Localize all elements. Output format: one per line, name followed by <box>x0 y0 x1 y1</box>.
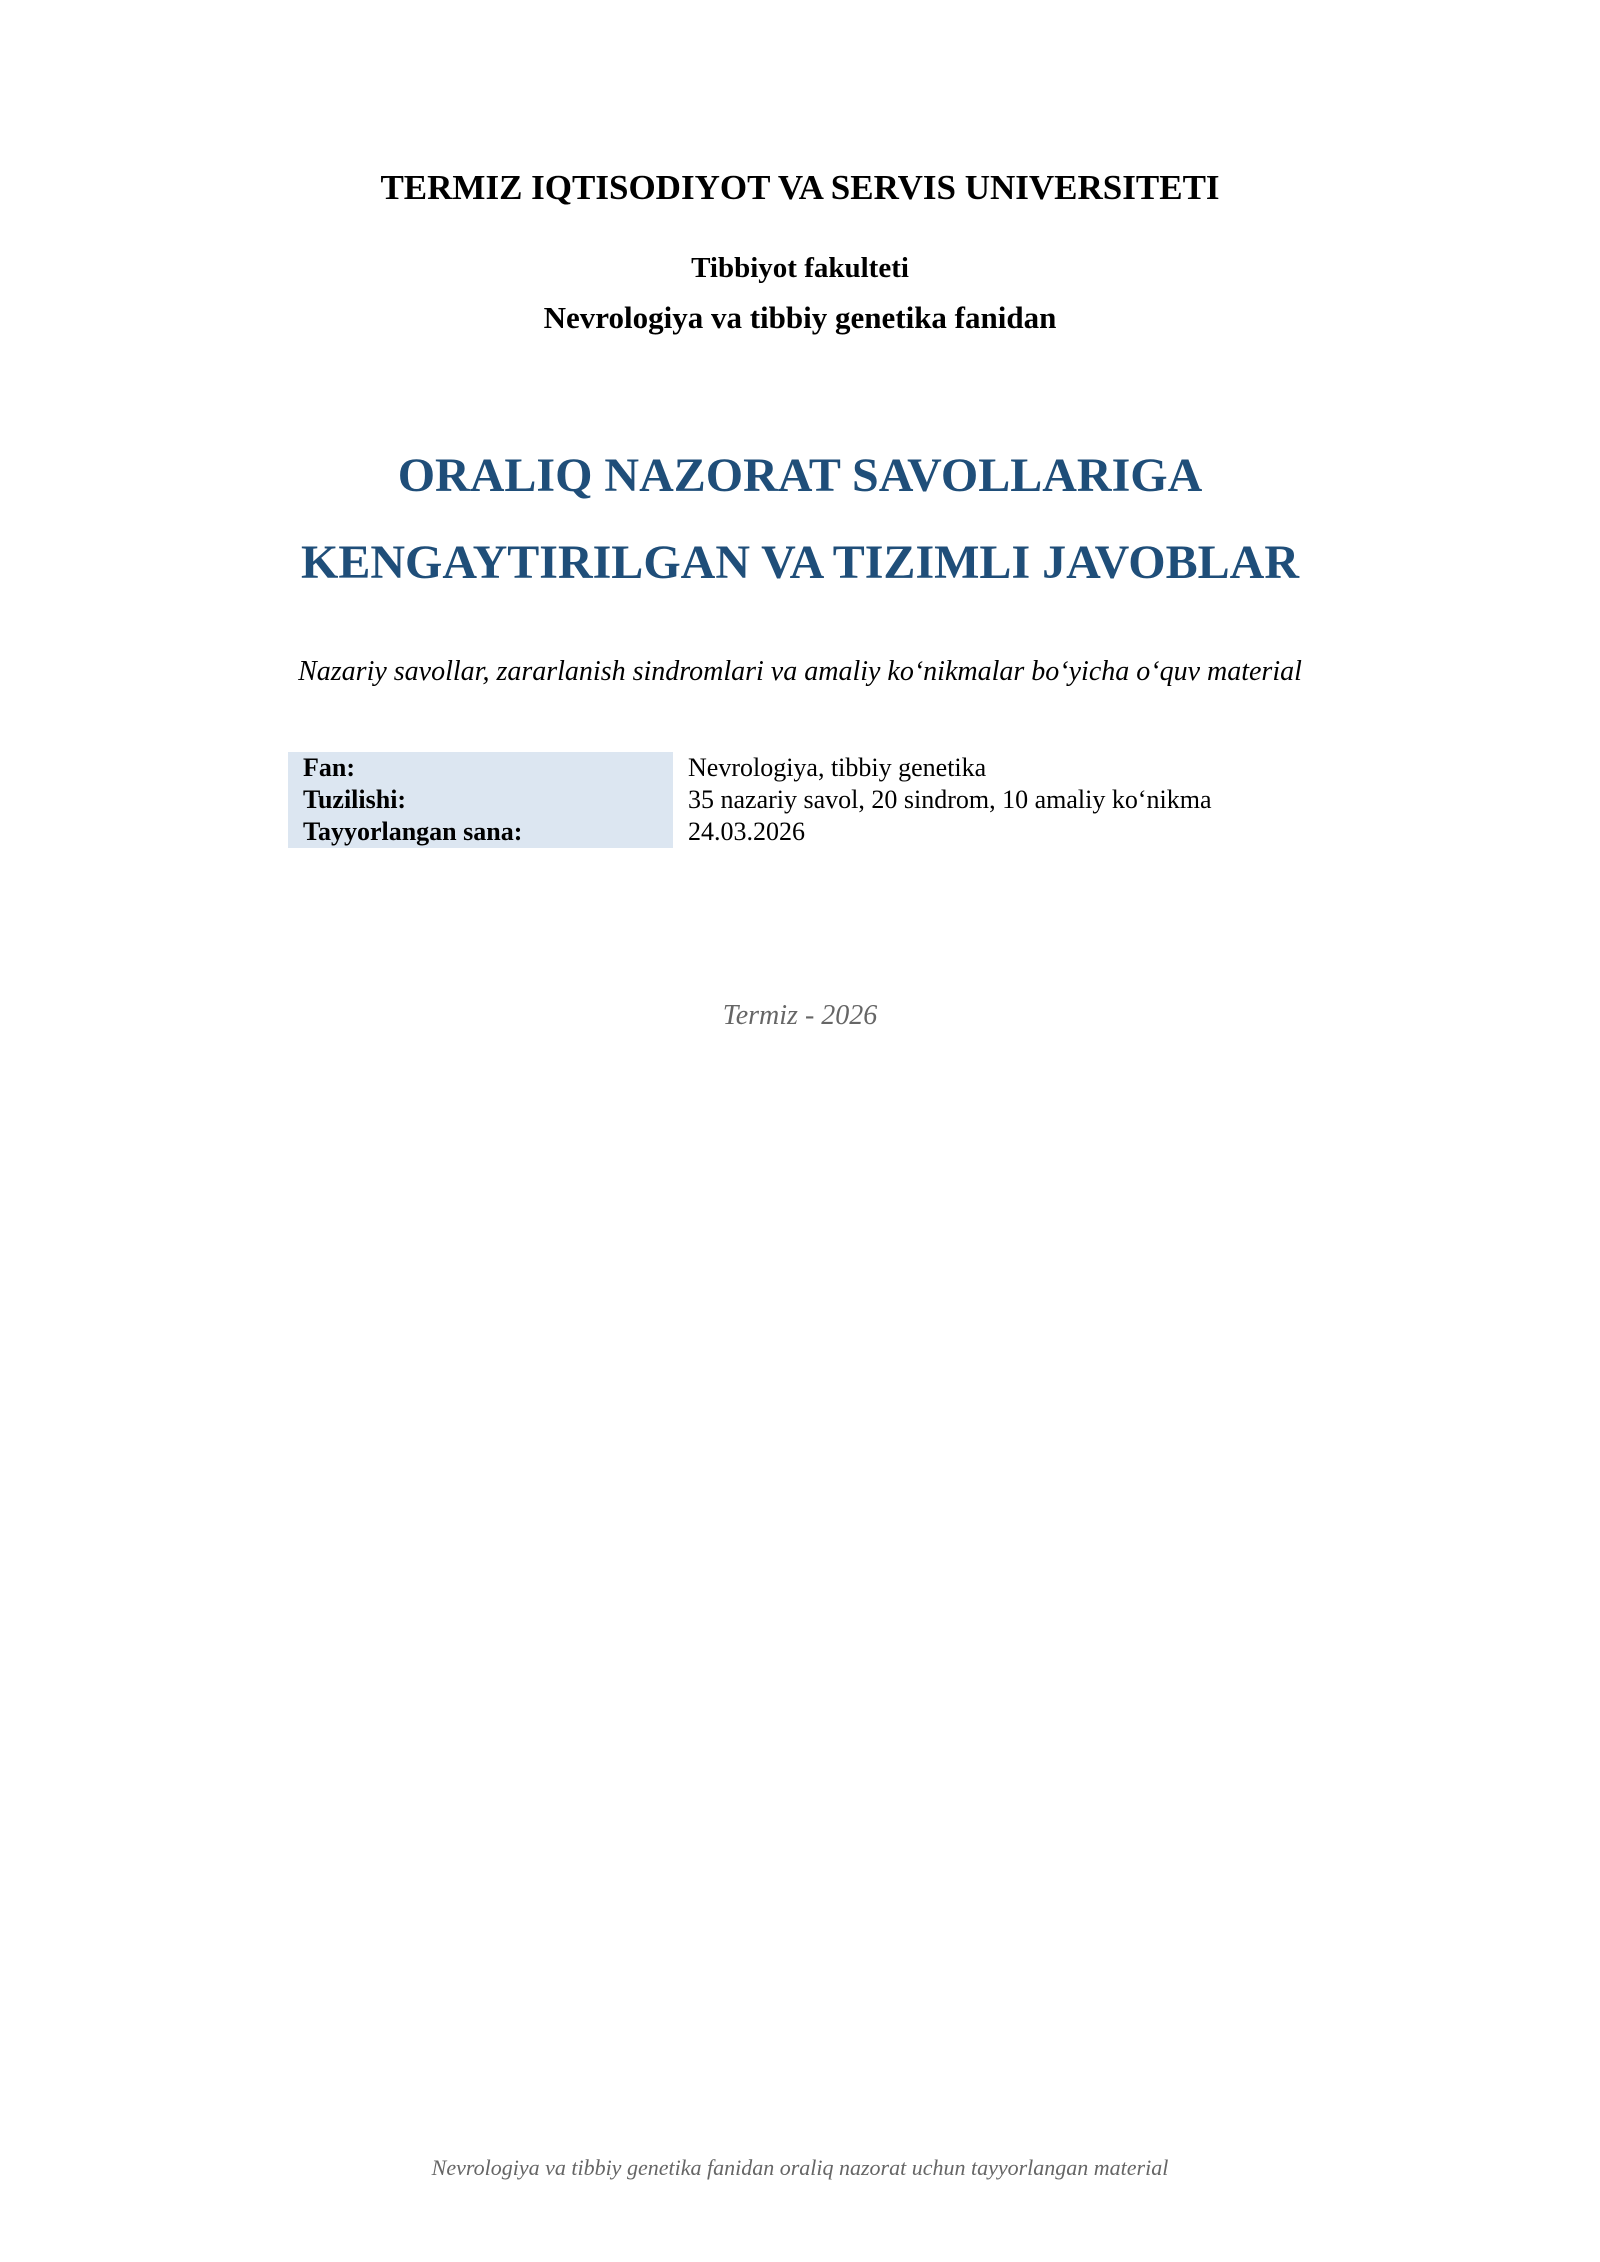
info-value: 35 nazariy savol, 20 sindrom, 10 amaliy ko‘nikma <box>688 785 1212 814</box>
info-label: Tuzilishi: <box>288 784 673 816</box>
table-row <box>288 752 1212 784</box>
document-title-line1: ORALIQ NAZORAT SAVOLLARIGA <box>397 449 1203 502</box>
info-label: Tayyorlangan sana: <box>288 816 673 848</box>
info-table <box>288 752 1212 848</box>
place-year: Termiz - 2026 <box>722 1000 878 1031</box>
info-value: Nevrologiya, tibbiy genetika <box>688 753 987 782</box>
faculty-name: Tibbiyot fakulteti <box>691 252 909 284</box>
info-label: Fan: <box>288 752 673 784</box>
university-name: TERMIZ IQTISODIYOT VA SERVIS UNIVERSITETI <box>380 168 1220 207</box>
subject-name: Nevrologiya va tibbiy genetika fanidan <box>543 300 1057 335</box>
page-footer: Nevrologiya va tibbiy genetika fanidan oraliq nazorat uchun tayyorlangan material <box>431 2155 1169 2180</box>
table-row <box>288 784 1212 816</box>
document-subtitle: Nazariy savollar, zararlanish sindromlari va amaliy ko‘nikmalar bo‘yicha o‘quv material <box>298 656 1302 687</box>
table-row <box>288 816 1212 848</box>
document-title-line2: KENGAYTIRILGAN VA TIZIMLI JAVOBLAR <box>300 536 1299 589</box>
info-value: 24.03.2026 <box>688 817 805 846</box>
